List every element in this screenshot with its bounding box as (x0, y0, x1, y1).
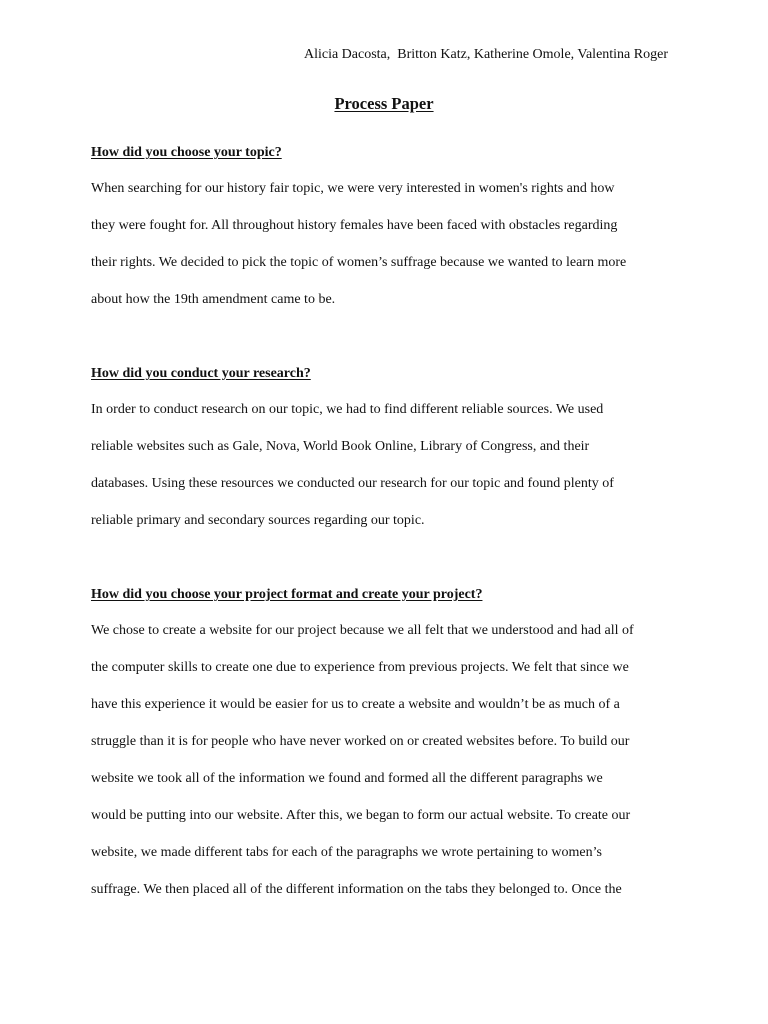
paragraph-line: struggle than it is for people who have never worked on or created websites before. To build our (91, 734, 630, 749)
paragraph-line: website we took all of the information we found and formed all the different paragraphs we (91, 771, 603, 786)
paragraph-line: suffrage. We then placed all of the different information on the tabs they belonged to. Once the (91, 882, 622, 897)
document-title: Process Paper (334, 94, 434, 113)
paragraph-line: about how the 19th amendment came to be. (91, 292, 336, 307)
paragraph-line: their rights. We decided to pick the topic of women’s suffrage because we wanted to learn more (91, 255, 627, 270)
section-heading-topic: How did you choose your topic? (91, 145, 282, 160)
section-heading-project-format: How did you choose your project format and create your project? (91, 587, 483, 602)
paragraph-line: they were fought for. All throughout history females have been faced with obstacles regarding (91, 218, 618, 233)
paragraph-line: reliable websites such as Gale, Nova, World Book Online, Library of Congress, and their (91, 439, 590, 454)
paragraph-line: We chose to create a website for our project because we all felt that we understood and had all of (91, 623, 634, 638)
paragraph-line: have this experience it would be easier for us to create a website and wouldn’t be as much of a (91, 697, 620, 712)
paragraph-line: would be putting into our website. After this, we began to form our actual website. To create our (91, 808, 631, 823)
section-heading-research: How did you conduct your research? (91, 366, 311, 381)
paragraph-line: databases. Using these resources we conducted our research for our topic and found plenty of (91, 476, 614, 491)
paragraph-line: website, we made different tabs for each of the paragraphs we wrote pertaining to women’s (91, 845, 602, 860)
paragraph-line: In order to conduct research on our topic, we had to find different reliable sources. We used (91, 402, 604, 417)
author-list: Alicia Dacosta, Britton Katz, Katherine Omole, Valentina Roger (303, 47, 668, 62)
paragraph-line: the computer skills to create one due to experience from previous projects. We felt that since we (91, 660, 629, 675)
paragraph-line: When searching for our history fair topic, we were very interested in women's rights and how (91, 181, 615, 196)
paragraph-line: reliable primary and secondary sources regarding our topic. (91, 513, 425, 528)
